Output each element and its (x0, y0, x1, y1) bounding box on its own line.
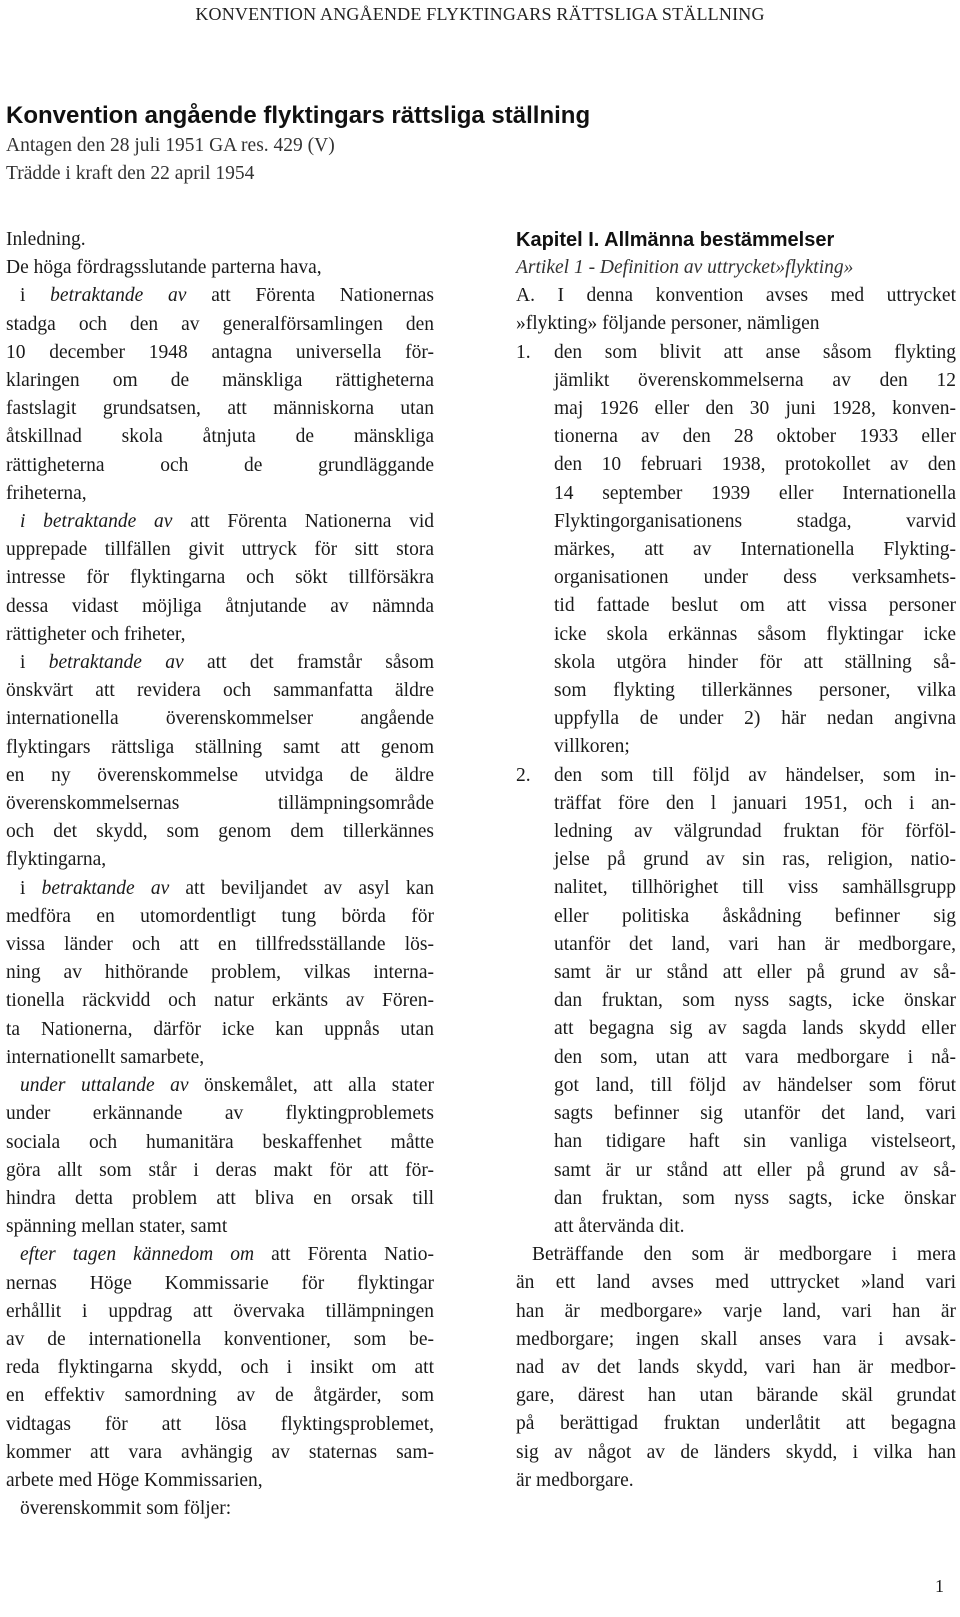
paragraph-line: nad av det lands skydd, vari han är medbor- (516, 1356, 956, 1378)
item-line: den 10 februari 1938, protokollet av den (554, 454, 956, 476)
item-line: träffat före den l januari 1951, och i an- (554, 792, 956, 814)
recital-4-line: ta Nationerna, därför icke kan uppnås utan (6, 1018, 434, 1040)
item-line: han tidigare haft sin vanliga vistelseort, (554, 1131, 956, 1153)
item-line: uppfylla de under 2) här nedan angivna (554, 708, 956, 730)
recital-4-line: ning av hithörande problem, vilkas interna- (6, 962, 434, 984)
item-line: icke skola erkännas såsom flyktingar icke (554, 623, 956, 645)
adoption-date: Antagen den 28 juli 1951 GA res. 429 (V) (6, 135, 335, 156)
item-line: samt är ur stånd att eller på grund av så- (554, 1159, 956, 1181)
recital-5-line: under erkännande av flyktingproblemets (6, 1103, 434, 1125)
recital-4-line: vissa länder och att en tillfredsställande lös- (6, 934, 434, 956)
entry-into-force: Trädde i kraft den 22 april 1954 (6, 163, 255, 184)
recital-4-line: tionella räckvidd och natur erkänts av Fören- (6, 990, 434, 1012)
item-number: 2. (516, 764, 531, 786)
recital-1-line: klaringen om de mänskliga rättigheterna (6, 370, 434, 392)
recital-6-line: av de internationella konventioner, som be- (6, 1328, 434, 1350)
item-line: got land, till följd av händelser som förut (554, 1074, 956, 1096)
item-line: organisationen under dess verksamhets- (554, 567, 956, 589)
recital-4-line: internationellt samarbete, (6, 1046, 205, 1068)
item-line: den som blivit att anse såsom flykting (554, 341, 956, 363)
recital-1-line: 10 december 1948 antagna universella för- (6, 341, 434, 363)
recital-3-line: i betraktande av att det framstår såsom (20, 652, 435, 674)
recital-1-line: rättigheterna och de grundläggande (6, 454, 434, 476)
recital-5-line: under uttalande av önskemålet, att alla stater (20, 1075, 435, 1097)
article-heading: Artikel 1 - Definition av uttrycket»flykting» (516, 257, 854, 278)
recital-3-line: en ny överenskommelse utvidga de äldre (6, 764, 434, 786)
paragraph-line: medborgare; ingen skall anses vara i avsak- (516, 1328, 956, 1350)
document-title: Konvention angående flyktingars rättsliga ställning (6, 102, 591, 129)
recital-phrase: efter tagen kännedom om (20, 1244, 255, 1266)
item-line: nalitet, tillhörighet till viss samhällsgrupp (554, 877, 956, 899)
recital-2-line: i betraktande av att Förenta Nationerna vid (20, 511, 434, 533)
recital-6-line: nernas Höge Kommissarie för flyktingar (6, 1272, 434, 1294)
article-text-line: »flykting» följande personer, nämligen (516, 313, 820, 335)
definition-item-2 (516, 762, 956, 1241)
paragraph-line: sig av något av de länders skydd, i vilka han (516, 1441, 956, 1463)
item-line: eller politiska åskådning befinner sig (554, 905, 956, 927)
recital-2-line: intresse för flyktingarna och sökt tillförsäkra (6, 567, 434, 589)
item-line: jämlikt överenskommelserna av den 12 (554, 369, 956, 391)
recital-phrase: betraktande av (50, 285, 187, 307)
preamble-intro: Inledning. (6, 229, 86, 250)
chapter-heading: Kapitel I. Allmänna bestämmelser (516, 229, 835, 251)
page-number: 1 (935, 1576, 944, 1596)
recital-1-line: friheterna, (6, 482, 87, 504)
item-line: samt är ur stånd att eller på grund av så- (554, 962, 956, 984)
paragraph-line: på berättigad fruktan underlåtit att begagna (516, 1413, 956, 1435)
item-line: tionerna av den 28 oktober 1933 eller (554, 426, 956, 448)
item-line: tid fattade beslut om att vissa personer (554, 595, 956, 617)
preamble-column (6, 226, 434, 1523)
chapter-column (516, 226, 956, 1495)
recital-5-line: sociala och humanitära beskaffenhet måtte (6, 1131, 434, 1153)
item-line: dan fruktan, som nyss sagts, icke önskar (554, 990, 956, 1012)
item-line: ledning av välgrundad fruktan för förföl- (554, 821, 956, 843)
recital-3-line: överenskommelsernas tillämpningsområde (6, 793, 434, 815)
recital-5-line: göra allt som står i deras makt för att för- (6, 1159, 434, 1181)
recital-2-line: rättigheter och friheter, (6, 623, 186, 645)
recital-6-line: kommer att vara avhängig av staternas sam- (6, 1441, 434, 1463)
item-line: sagts befinner sig utanför det land, vari (554, 1103, 956, 1125)
preamble-closing: överenskommit som följer: (20, 1498, 232, 1520)
item-line: 14 september 1939 eller Internationella (554, 482, 956, 504)
recital-1-line: fastslagit grundsatsen, att människorna utan (6, 398, 434, 420)
title-block (6, 100, 590, 188)
item-line: jelse på grund av sin ras, religion, natio- (554, 849, 956, 871)
recital-4-line: medföra en utomordentligt tung börda för (6, 905, 434, 927)
item-number: 1. (516, 341, 531, 363)
item-line: utanför det land, vari han är medborgare, (554, 933, 956, 955)
recital-phrase: betraktande av (41, 877, 170, 899)
recital-phrase: betraktande av (48, 652, 184, 674)
item-line: maj 1926 eller den 30 juni 1928, konven- (554, 398, 956, 420)
recital-3-line: flyktingarna, (6, 849, 107, 871)
item-line: den som till följd av händelser, som in- (554, 764, 956, 786)
recital-6-line: erhållit i uppdrag att övervaka tillämpningen (6, 1300, 434, 1322)
recital-phrase: under uttalande av (20, 1075, 189, 1097)
recital-6-line: vidtagas för att lösa flyktingsproblemet, (6, 1413, 434, 1435)
recital-1-line: åtskillnad skola åtnjuta de mänskliga (6, 426, 434, 448)
recital-2-line: upprepade tillfällen givit uttryck för sitt stora (6, 539, 434, 561)
recital-6-line: en effektiv samordning av de åtgärder, som (6, 1385, 434, 1407)
recital-5-line: spänning mellan stater, samt (6, 1216, 228, 1238)
paragraph-line: är medborgare. (516, 1469, 634, 1491)
recital-6-line: reda flyktingarna skydd, och i insikt om att (6, 1357, 434, 1379)
recital-1-line: stadga och den av generalförsamlingen den (6, 313, 434, 335)
item-line: villkoren; (554, 736, 630, 758)
recital-6-line: arbete med Höge Kommissarien, (6, 1469, 263, 1491)
recital-phrase: i betraktande av (20, 511, 173, 533)
item-line: skola utgöra hinder för att ställning så- (554, 651, 956, 673)
article-text-line: A. I denna konvention avses med uttrycket (516, 285, 956, 307)
nationality-paragraph (516, 1241, 956, 1495)
item-line: märkes, att av Internationella Flykting- (554, 539, 956, 561)
recital-5-line: hindra detta problem att bliva en orsak till (6, 1187, 434, 1209)
recital-3-line: internationella överenskommelser angående (6, 708, 434, 730)
recital-1-line: i betraktande av att Förenta Nationernas (20, 285, 434, 307)
recital-3-line: och det skydd, som genom dem tillerkännes (6, 821, 434, 843)
item-line: den som, utan att vara medborgare i nå- (554, 1046, 956, 1068)
recital-6-line: efter tagen kännedom om att Förenta Natio- (20, 1244, 434, 1266)
definition-item-1 (516, 339, 956, 762)
recital-3-line: flyktingars rättsliga ställning samt att genom (6, 736, 434, 758)
recital-3-line: önskvärt att revidera och sammanfatta äldre (6, 680, 434, 702)
running-header: KONVENTION ANGÅENDE FLYKTINGARS RÄTTSLIGA STÄLLNING (195, 4, 765, 24)
item-line: att begagna sig av sagda lands skydd eller (554, 1018, 956, 1040)
paragraph-line: Beträffande den som är medborgare i mera (532, 1244, 956, 1266)
item-line: som flykting tillerkännes personer, vilka (554, 680, 956, 702)
preamble-parties: De höga fördragsslutande parterna hava, (6, 257, 322, 279)
recital-4-line: i betraktande av att beviljandet av asyl kan (20, 877, 435, 899)
paragraph-line: än ett land avses med uttrycket »land vari (516, 1272, 956, 1294)
item-line: Flyktingorganisationens stadga, varvid (554, 510, 956, 532)
item-line: dan fruktan, som nyss sagts, icke önskar (554, 1187, 956, 1209)
item-line: att återvända dit. (554, 1215, 685, 1237)
paragraph-line: gare, därest han utan bärande skäl grundat (516, 1385, 956, 1407)
paragraph-line: han är medborgare» varje land, vari han är (516, 1300, 956, 1322)
recital-2-line: dessa vidast möjliga åtnjutande av nämnda (6, 595, 434, 617)
